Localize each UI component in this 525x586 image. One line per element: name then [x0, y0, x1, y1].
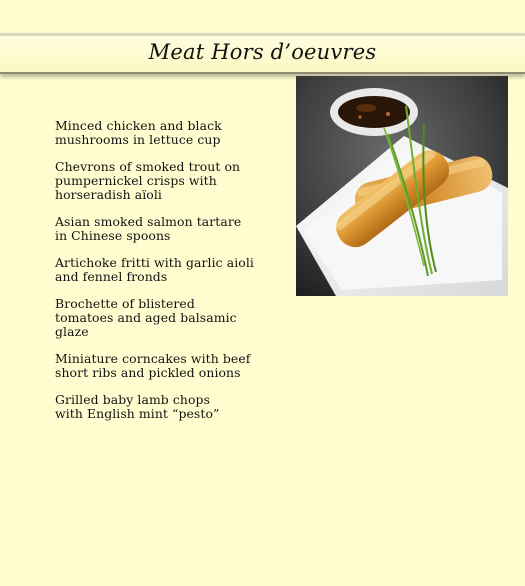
menu-item: Brochette of blistered tomatoes and aged balsamic glaze [55, 296, 237, 339]
menu-item: Grilled baby lamb chops with English mint “pesto” [55, 392, 220, 421]
page-title: Meat Hors d’oeuvres [148, 40, 377, 64]
menu-item: Artichoke fritti with garlic aioli and fennel fronds [55, 255, 254, 284]
menu-item: Asian smoked salmon tartare in Chinese spoons [55, 214, 242, 243]
title-banner [0, 33, 525, 74]
menu-list [55, 119, 260, 434]
menu-item: Miniature corncakes with beef short ribs and pickled onions [55, 351, 251, 380]
menu-item: Chevrons of smoked trout on pumpernickel crisps with horseradish aïoli [55, 159, 241, 202]
menu-item: Minced chicken and black mushrooms in lettuce cup [55, 118, 222, 147]
food-photo [296, 76, 508, 296]
